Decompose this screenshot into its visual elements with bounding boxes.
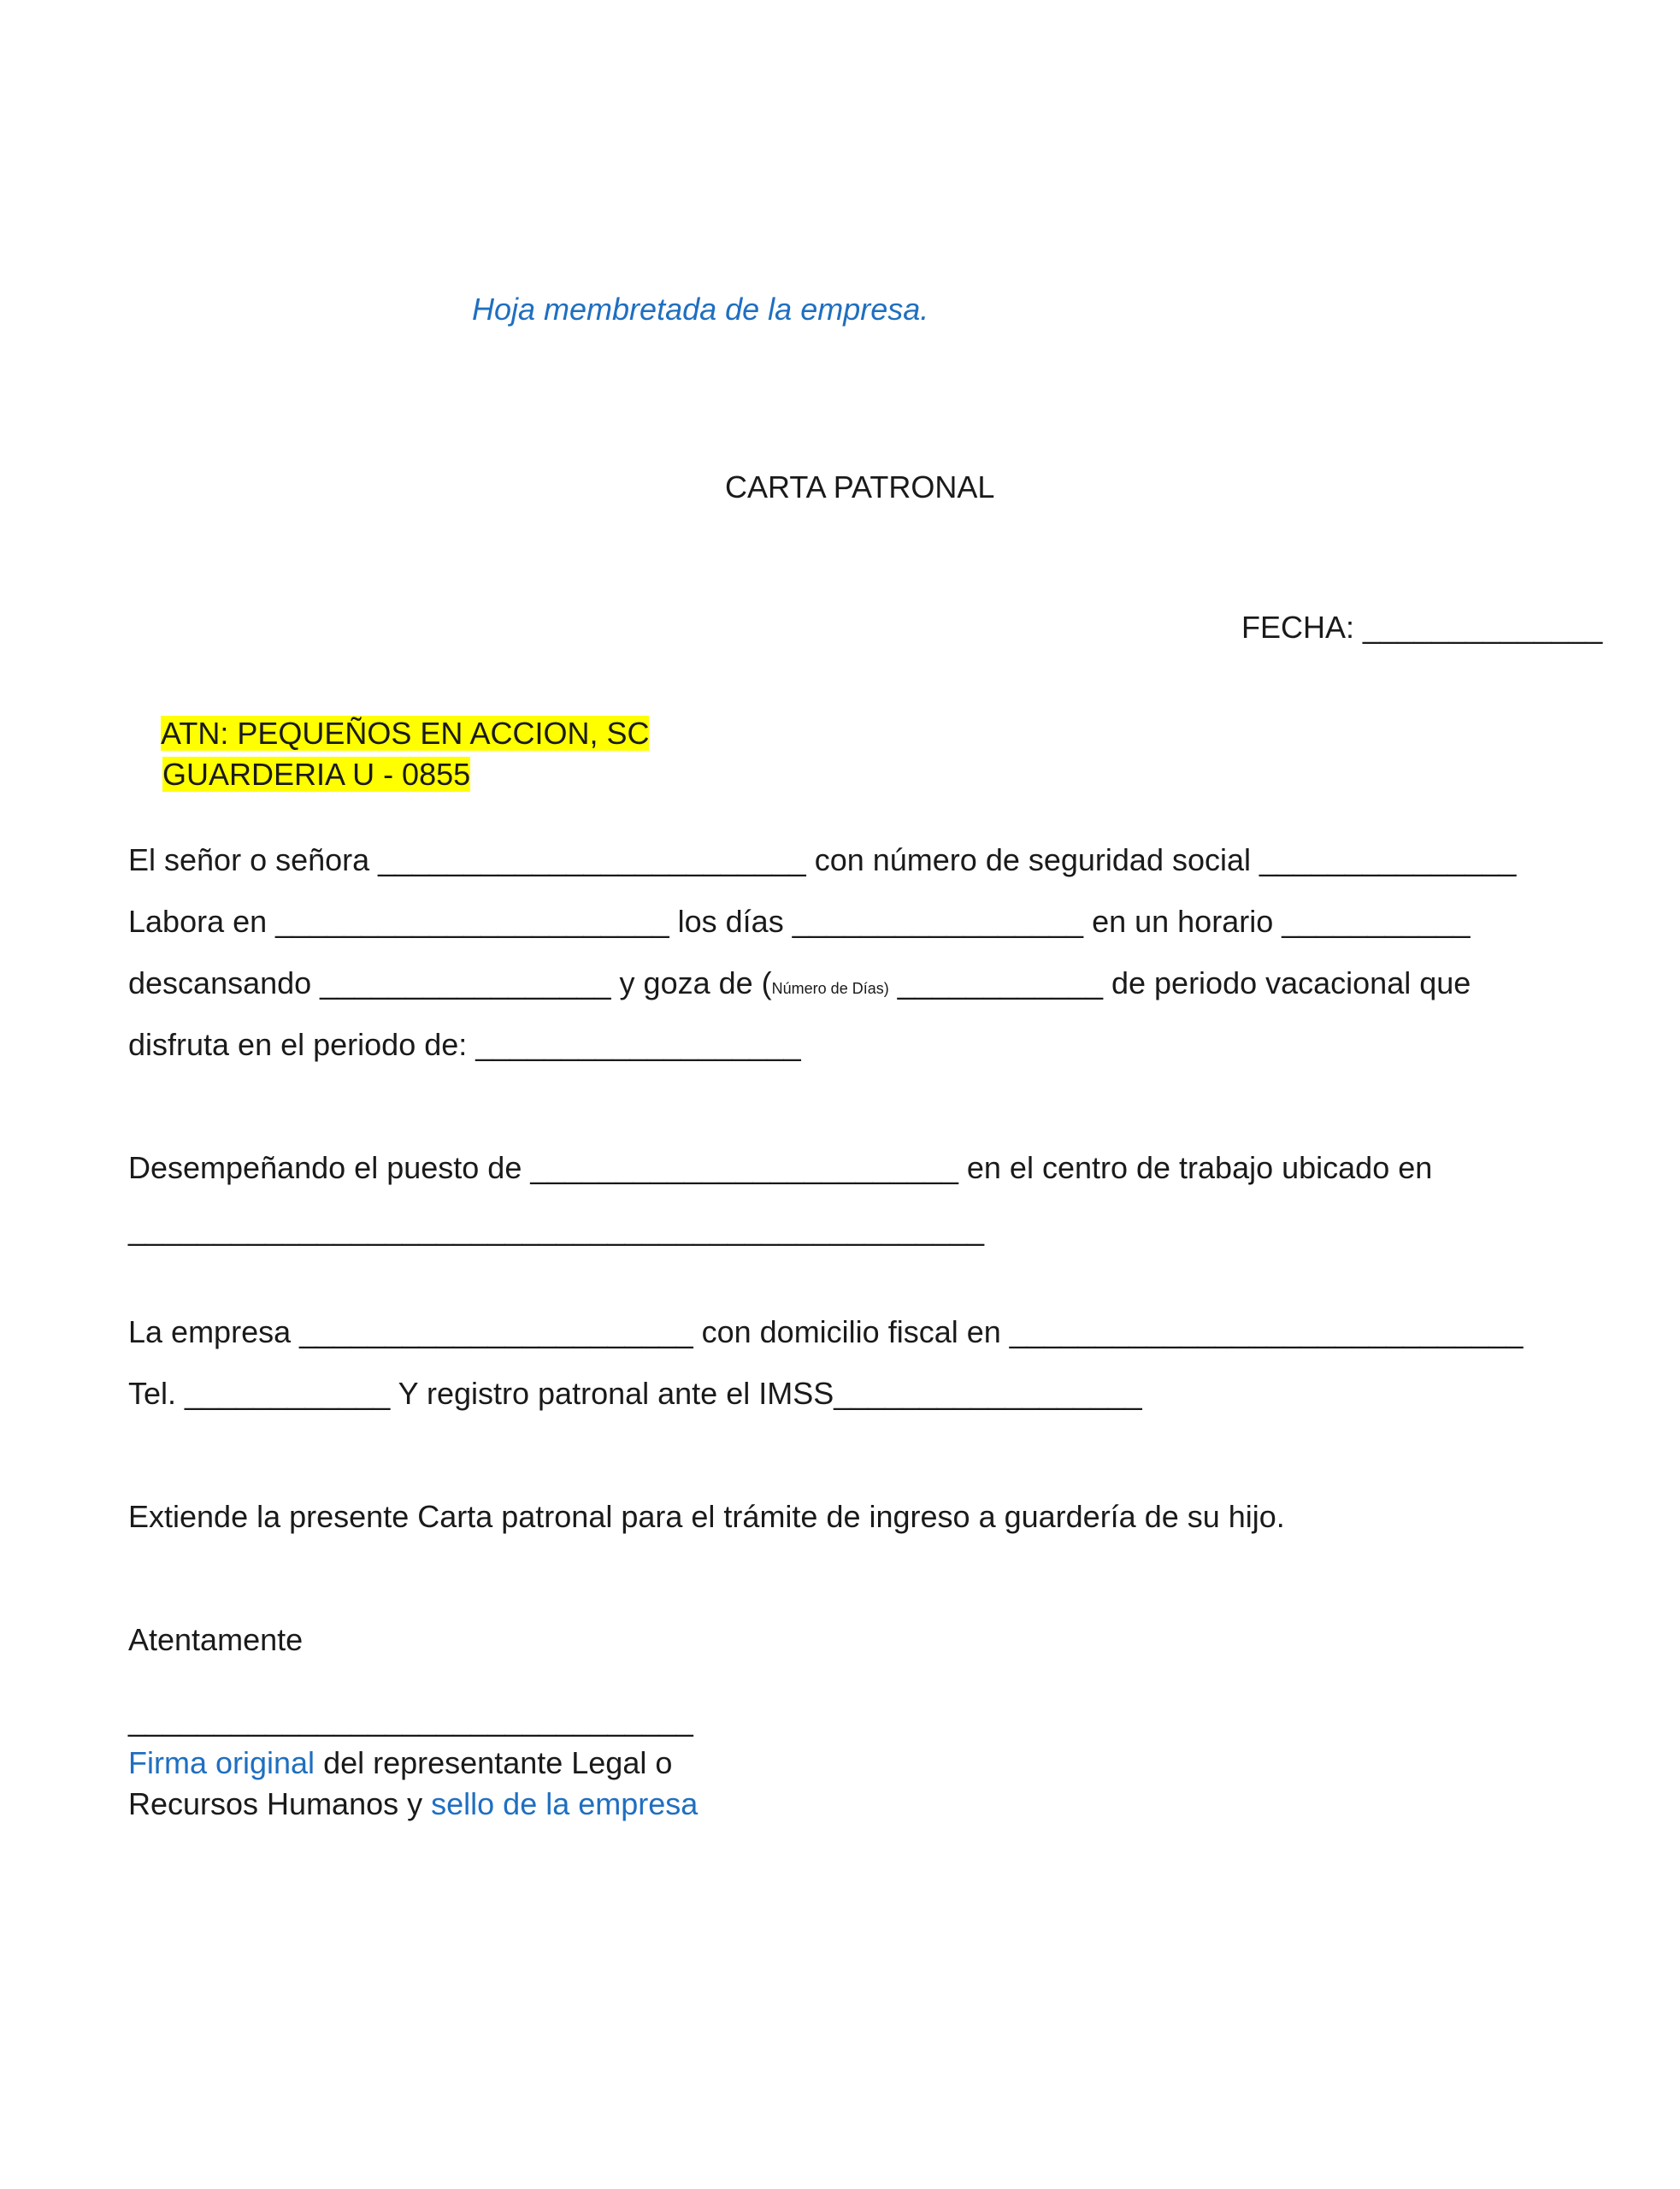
date-field: FECHA: ______________	[1241, 610, 1603, 645]
signature-line: _________________________________	[128, 1702, 693, 1738]
text-segment: ____________ de periodo vacacional que	[888, 965, 1471, 1000]
paragraph-1-line-2: Labora en _______________________ los días _________________ en un horario ___________	[128, 904, 1471, 939]
signature-caption-line-1	[128, 1744, 672, 1782]
document-title: CARTA PATRONAL	[725, 469, 995, 504]
attention-line-2	[128, 718, 470, 831]
paragraph-2-line-2: __________________________________________________	[128, 1212, 985, 1247]
paragraph-3-line-1: La empresa _______________________ con domicilio fiscal en ______________________________	[128, 1314, 1524, 1349]
paragraph-4: Extiende la presente Carta patronal para el trámite de ingreso a guardería de su hijo.	[128, 1499, 1285, 1534]
paragraph-1-line-4: disfruta en el periodo de: ___________________	[128, 1027, 801, 1062]
paragraph-1-line-1: El señor o señora _________________________ con número de seguridad social _______________	[128, 842, 1517, 877]
paragraph-1-line-3	[128, 965, 1471, 1007]
letterhead-note: Hoja membretada de la empresa.	[472, 292, 929, 327]
paragraph-3-line-2: Tel. ____________ Y registro patronal ante el IMSS__________________	[128, 1376, 1142, 1411]
paragraph-2-line-1: Desempeñando el puesto de _________________________ en el centro de trabajo ubicado en	[128, 1150, 1433, 1185]
text-segment: del representante Legal o	[315, 1745, 673, 1780]
highlighted-blue-text: Firma original	[128, 1745, 315, 1780]
highlighted-text: ATN: PEQUEÑOS EN ACCION, SC	[161, 716, 650, 751]
text-segment: Recursos Humanos y	[128, 1786, 432, 1821]
text-segment: descansando _________________ y goza de (	[128, 965, 772, 1000]
signature-caption-line-2	[128, 1785, 698, 1823]
small-note: Número de Días)	[771, 980, 889, 997]
highlighted-blue-text: sello de la empresa	[431, 1786, 699, 1821]
closing: Atentamente	[128, 1622, 304, 1657]
highlighted-text: GUARDERIA U - 0855	[162, 757, 471, 792]
